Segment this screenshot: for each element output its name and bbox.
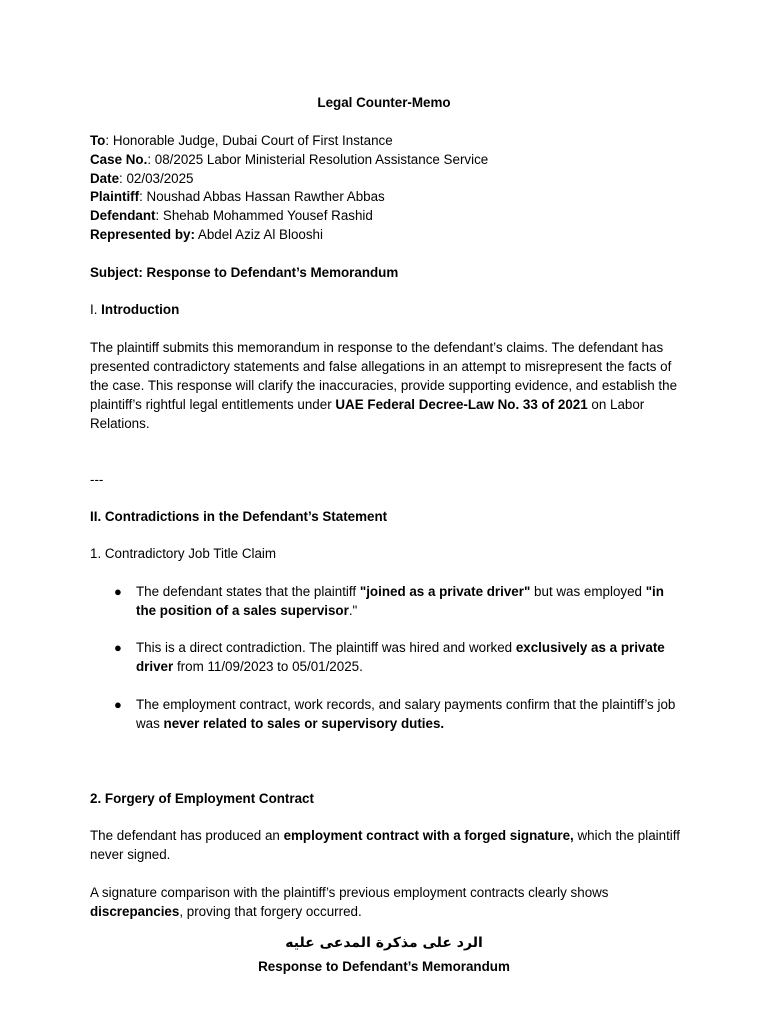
intro-law-reference: UAE Federal Decree-Law No. 33 of 2021 bbox=[335, 397, 588, 412]
list-item bbox=[136, 638, 681, 676]
case-value: : 08/2025 Labor Ministerial Resolution Assistance Service bbox=[147, 152, 489, 167]
section-1-title: Introduction bbox=[101, 302, 180, 317]
bullet-icon: ● bbox=[114, 697, 122, 712]
section-1-heading bbox=[90, 300, 179, 319]
bullet-2-bold: exclusively as a private driver bbox=[136, 640, 665, 674]
represented-label: Represented by: bbox=[90, 227, 195, 242]
intro-text: The plaintiff submits this memorandum in response to the defendant’s claims. The defendant has presented contradictory statements and false allegations in an attempt to misrepresent the facts of the case. This response will clarify the inaccuracies, provide supporting evidence, and establish the plaintiff’s rightful legal entitlements under bbox=[90, 340, 678, 412]
bullet-icon: ● bbox=[114, 640, 122, 655]
subsection-1-heading: 1. Contradictory Job Title Claim bbox=[90, 546, 277, 561]
case-label: Case No. bbox=[90, 152, 148, 167]
bullet-3-bold: never related to sales or supervisory duties. bbox=[163, 716, 445, 731]
forgery-p1-text-c: which the plaintiff never signed. bbox=[90, 828, 680, 862]
defendant-label: Defendant bbox=[90, 208, 156, 223]
forgery-p1-bold: employment contract with a forged signature, bbox=[283, 828, 574, 843]
forgery-paragraph-1 bbox=[90, 826, 680, 864]
subject-line: Subject: Response to Defendant’s Memorandum bbox=[90, 265, 399, 280]
document-title: Legal Counter-Memo bbox=[317, 95, 451, 110]
bullet-icon: ● bbox=[114, 584, 122, 599]
section-2-heading: II. Contradictions in the Defendant’s Statement bbox=[90, 509, 388, 524]
bullet-1-text-c: but was employed bbox=[530, 584, 646, 599]
forgery-p2-bold: discrepancies bbox=[90, 904, 180, 919]
english-subtitle: Response to Defendant’s Memorandum bbox=[258, 959, 510, 974]
list-item bbox=[136, 695, 681, 733]
date-line bbox=[90, 169, 194, 188]
plaintiff-line bbox=[90, 187, 385, 206]
represented-value: Abdel Aziz Al Blooshi bbox=[194, 227, 323, 242]
list-item bbox=[136, 582, 681, 620]
date-value: : 02/03/2025 bbox=[119, 171, 194, 186]
forgery-paragraph-2 bbox=[90, 883, 680, 921]
bullet-1-text-a: The defendant states that the plaintiff bbox=[136, 584, 360, 599]
intro-tail: on Labor Relations. bbox=[90, 397, 645, 431]
bullet-1-quote-driver: "joined as a private driver" bbox=[359, 584, 531, 599]
introduction-paragraph bbox=[90, 338, 680, 433]
plaintiff-label: Plaintiff bbox=[90, 189, 140, 204]
forgery-p2-text-c: , proving that forgery occurred. bbox=[179, 904, 362, 919]
defendant-value: : Shehab Mohammed Yousef Rashid bbox=[155, 208, 373, 223]
plaintiff-value: : Noushad Abbas Hassan Rawther Abbas bbox=[139, 189, 385, 204]
bullet-3-text-a: The employment contract, work records, and salary payments confirm that the plaintiff’s job was bbox=[136, 697, 676, 731]
bullet-2-text-c: from 11/09/2023 to 05/01/2025. bbox=[173, 659, 363, 674]
date-label: Date bbox=[90, 171, 120, 186]
defendant-line bbox=[90, 206, 373, 225]
bullet-1-quote-supervisor: "in the position of a sales supervisor bbox=[136, 584, 664, 618]
case-line bbox=[90, 150, 488, 169]
arabic-title: الرد على مذكرة المدعى عليه bbox=[285, 935, 483, 951]
separator: --- bbox=[90, 472, 104, 487]
to-line bbox=[90, 131, 393, 150]
to-value: : Honorable Judge, Dubai Court of First Instance bbox=[105, 133, 393, 148]
represented-line bbox=[90, 225, 323, 244]
bullet-2-text-a: This is a direct contradiction. The plaintiff was hired and worked bbox=[136, 640, 516, 655]
forgery-p1-text-a: The defendant has produced an bbox=[90, 828, 284, 843]
to-label: To bbox=[90, 133, 106, 148]
section-1-number: I. bbox=[90, 302, 102, 317]
subsection-2-heading: 2. Forgery of Employment Contract bbox=[90, 791, 314, 806]
bullet-1-text-e: ." bbox=[348, 603, 358, 618]
forgery-p2-text-a: A signature comparison with the plaintiff’s previous employment contracts clearly shows bbox=[90, 885, 609, 900]
